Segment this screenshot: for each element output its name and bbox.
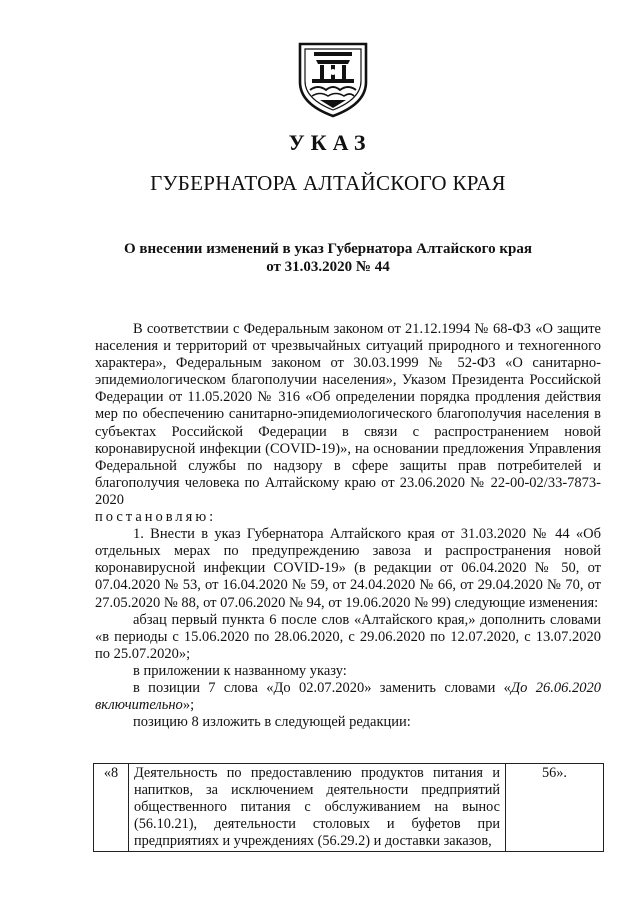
change-4-paragraph: позицию 8 изложить в следующей редакции: <box>133 714 411 731</box>
change-3-paragraph <box>95 680 601 714</box>
document-type: УКАЗ <box>288 130 372 155</box>
subject-line-2: от 31.03.2020 № 44 <box>266 259 390 275</box>
position-number: «8 <box>94 764 129 852</box>
table-row <box>94 764 604 852</box>
document-subject <box>0 240 640 276</box>
change-3-italic: До 26.06.2020 включительно <box>95 679 601 714</box>
issuing-authority: ГУБЕРНАТОРА АЛТАЙСКОГО КРАЯ <box>150 171 506 195</box>
resolve-text: постановляю: <box>95 509 217 526</box>
activity-code: 56». <box>506 764 604 852</box>
item-1-paragraph: 1. Внести в указ Губернатора Алтайского края от 31.03.2020 № 44 «Об отдельных мерах по предупреждению завоза и распространения новой коронавирусной инфекции COVID-19» (в редакции от 06.04.2020 № 50, от 07.04.2020 № 53, от 16.04.2020 № 59, от 24.04.2020 № 66, от 29.04.2020 № 70, от 27.05.2020 № 88, от 07.06.2020 № 94, от 19.06.2020 № 99) следующие изменения: <box>95 526 601 611</box>
position-table <box>93 763 604 852</box>
coat-of-arms-icon <box>296 38 370 118</box>
change-3-prefix: в позиции 7 слова «До 02.07.2020» заменить словами « <box>133 679 511 696</box>
preamble-paragraph: В соответствии с Федеральным законом от 21.12.1994 № 68-ФЗ «О защите населения и территорий от чрезвычайных ситуаций природного и техногенного характера», Федеральным законом от 30.03.1999 № 52-ФЗ «О санитарно-эпидемиологическом благополучии населения», Указом Президента Российской Федерации от 11.05.2020 № 316 «Об определении порядка продления действия мер по обеспечению санитарно-эпидемиологического благополучия населения в субъектах Российской Федерации в связи с распространением новой коронавирусной инфекции (COVID-19)», на основании предложения Управления Федеральной службы по надзору в сфере защиты прав потребителей и благополучия человека по Алтайскому краю от 23.06.2020 № 22-00-02/33-7873-2020 <box>95 321 601 508</box>
document-body <box>95 321 601 731</box>
resolve-word <box>95 509 601 526</box>
change-2-paragraph: в приложении к названному указу: <box>133 662 347 679</box>
change-3-suffix: »; <box>182 697 195 714</box>
subject-line-1: О внесении изменений в указ Губернатора Алтайского края <box>124 241 532 257</box>
change-1-paragraph: абзац первый пункта 6 после слов «Алтайского края,» дополнить словами «в периоды с 15.06.2020 по 28.06.2020, с 29.06.2020 по 12.07.2020, с 13.07.2020 по 25.07.2020»; <box>95 611 601 662</box>
activity-description: Деятельность по предоставлению продуктов питания и напитков, за исключением деятельности предприятий общественного питания с обслуживанием на вынос (56.10.21), деятельности столовых и буфетов при предприятиях и учреждениях (56.29.2) и доставки заказов, <box>129 764 506 852</box>
